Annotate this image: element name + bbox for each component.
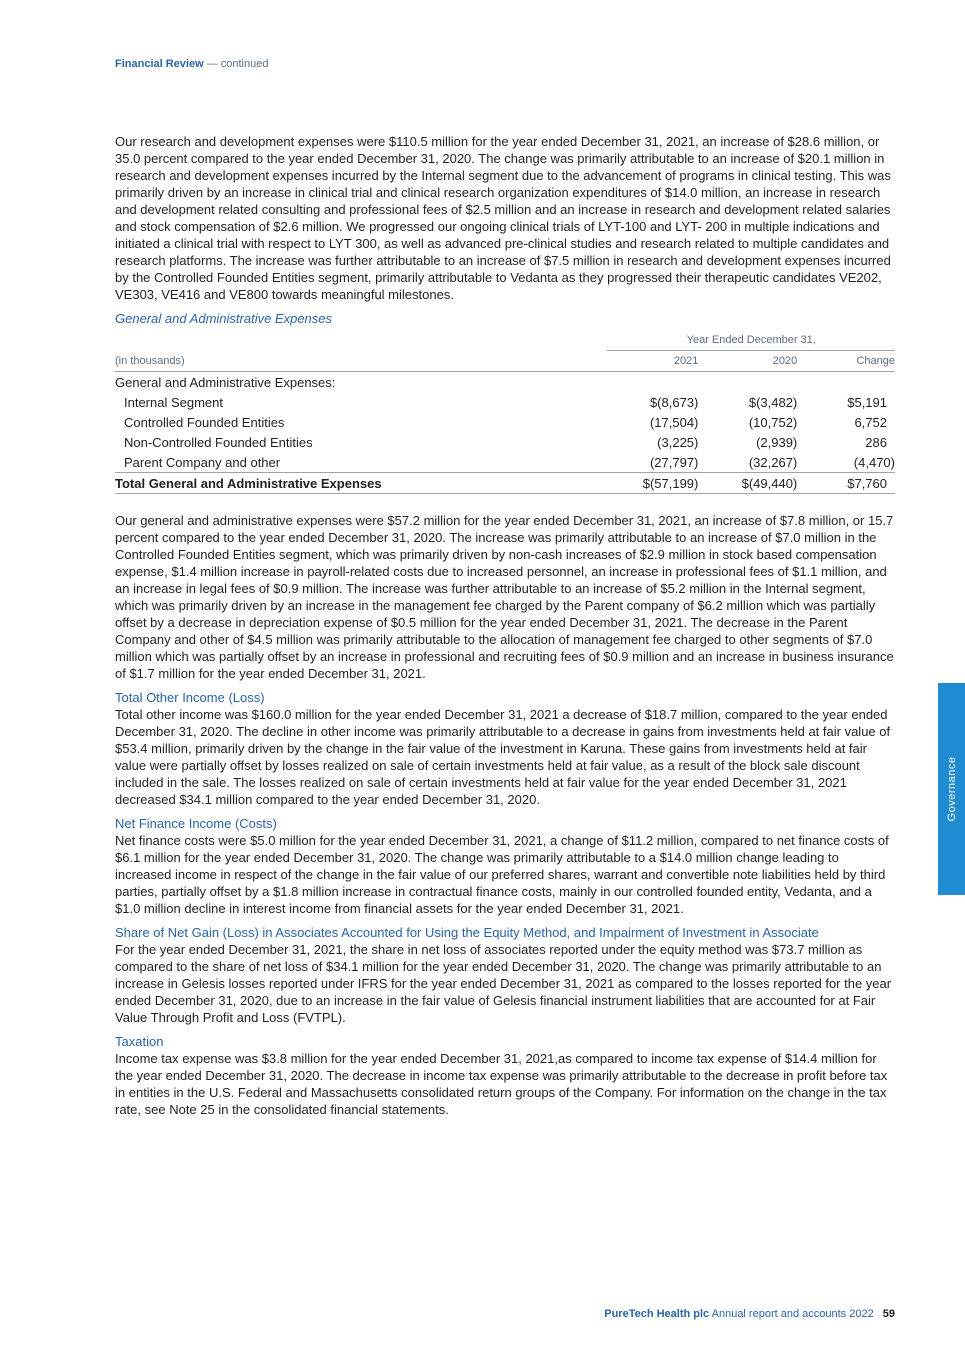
governance-side-tab[interactable] bbox=[938, 683, 965, 895]
total-value-2020: $(49,440) bbox=[706, 473, 805, 494]
footer-title: Annual report and accounts 2022 bbox=[711, 1308, 874, 1320]
row-value-2020: (32,267) bbox=[748, 454, 798, 470]
other-income-heading: Total Other Income (Loss) bbox=[115, 690, 265, 705]
footer-brand: PureTech Health plc bbox=[604, 1308, 710, 1320]
page-number: 59 bbox=[882, 1308, 895, 1320]
year-ended-label: Year Ended December 31, bbox=[607, 330, 895, 351]
section-title: Financial Review bbox=[115, 58, 204, 70]
total-label: Total General and Administrative Expenses bbox=[115, 473, 607, 494]
row-value-2020: (10,752) bbox=[748, 414, 798, 430]
row-label: Controlled Founded Entities bbox=[124, 414, 285, 430]
row-value-change: $5,191 bbox=[847, 394, 887, 410]
main-content bbox=[115, 133, 895, 1125]
net-finance-paragraph: Net finance costs were $5.0 million for the year ended December 31, 2021, a change of $11.2 million, compared to net finance costs of $6.1 million for the year ended December 31, 2020. The change was primarily attributable to a $14.0 million change leading to increased income in respect of the change in the fair value of our preferred shares, warrant and convertible note liabilities held by third parties, partially offset by a $1.8 million increase in contractual finance costs, mainly in our controlled founded entity, Vedanta, and a $1.0 million decline in interest income from financial assets for the year ended December 31, 2021. bbox=[115, 833, 889, 916]
ga-table-heading: General and Administrative Expenses bbox=[115, 311, 333, 326]
ga-expenses-table bbox=[115, 330, 895, 494]
table-total-row bbox=[115, 473, 895, 494]
rd-paragraph: Our research and development expenses were $110.5 million for the year ended December 31, 2021, an increase of $28.6 million, or 35.0 percent compared to the year ended December 31, 2020. The change was primarily attributable to an increase of $20.1 million in research and development expenses incurred by the Internal segment due to the advancement of programs in clinical testing. This was primarily driven by an increase in clinical trial and clinical research organization expenditures of $14.0 million, an increase in research and development related consulting and professional fees of $2.5 million and an increase in research and development related salaries and stock compensation of $2.6 million. We progressed our ongoing clinical trials of LYT-100 and LYT- 200 in multiple indications and initiated a clinical trial with respect to LYT 300, as well as advanced pre-clinical studies and research related to multiple candidates and research platforms. The increase was further attributable to an increase of $7.5 million in research and development expenses incurred by the Controlled Founded Entities segment, primarily attributable to Vedanta as they progressed their therapeutic candidates VE202, VE303, VE416 and VE800 towards meaningful milestones. bbox=[115, 134, 891, 302]
page-footer bbox=[604, 1308, 895, 1320]
row-value-change: (4,470) bbox=[853, 454, 895, 470]
col-header-change: Change bbox=[805, 351, 895, 372]
row-label: Non-Controlled Founded Entities bbox=[124, 434, 313, 450]
total-value-2021: $(57,199) bbox=[607, 473, 706, 494]
row-label: Internal Segment bbox=[124, 394, 224, 410]
row-value-2021: (3,225) bbox=[657, 434, 699, 450]
taxation-heading: Taxation bbox=[115, 1034, 164, 1049]
row-value-2021: (17,504) bbox=[649, 414, 699, 430]
row-label: Parent Company and other bbox=[124, 454, 281, 470]
net-finance-heading: Net Finance Income (Costs) bbox=[115, 816, 277, 831]
running-header bbox=[115, 58, 268, 70]
table-section-row bbox=[115, 372, 895, 393]
row-value-2020: (2,939) bbox=[756, 434, 798, 450]
other-income-paragraph: Total other income was $160.0 million for the year ended December 31, 2021 a decrease of $18.7 million, compared to the year ended December 31, 2020. The decline in other income was primarily attributable to a decrease in gains from investments held at fair value of $53.4 million, primarily driven by the change in the fair value of the investment in Karuna. These gains from investments held at fair value were partially offset by losses realized on sale of certain investments held at fair value, as a result of the block sale discount included in the sale. The losses realized on sale of certain investments held at fair value for the year ended December 31, 2021 decreased $34.1 million compared to the year ended December 31, 2020. bbox=[115, 707, 891, 807]
table-section-label: General and Administrative Expenses: bbox=[115, 374, 336, 390]
table-year-header-row bbox=[115, 330, 895, 351]
associates-paragraph: For the year ended December 31, 2021, the share in net loss of associates reported under the equity method was $73.7 million as compared to the share of net loss of $34.1 million for the year ended December 31, 2020. The change was primarily attributable to an increase in Gelesis losses reported under IFRS for the year ended December 31, 2021 as compared to the losses reported for the year ended December 31, 2020, due to an increase in the fair value of Gelesis financial instrument liabilities that are accounted for at Fair Value Through Profit and Loss (FVTPL). bbox=[115, 942, 892, 1025]
row-value-2021: $(8,673) bbox=[649, 394, 699, 410]
section-suffix: — continued bbox=[203, 58, 269, 70]
unit-label: (in thousands) bbox=[115, 351, 607, 372]
side-tab-label: Governance bbox=[945, 756, 958, 822]
ga-paragraph: Our general and administrative expenses were $57.2 million for the year ended December 31, 2021, an increase of $7.8 million, or 15.7 percent compared to the year ended December 31, 2020. The increase was primarily attributable to an increase of $7.0 million in the Controlled Founded Entities segment, which was primarily driven by non-cash increases of $2.9 million in stock based compensation expense, $1.4 million increase in payroll-related costs due to increased personnel, an increase in professional fees of $1.1 million, and an increase in legal fees of $0.9 million. The increase was further attributable to an increase of $5.2 million in the Internal segment, which was primarily driven by an increase in the management fee charged by the Parent company of $6.2 million which was partially offset by a decrease in depreciation expense of $0.5 million for the year ended December 31, 2021. The decrease in the Parent Company and other of $4.5 million was primarily attributable to the allocation of management fee charged to other segments of $7.0 million which was partially offset by an increase in professional and recruiting fees of $0.9 million and an increase in business insurance of $1.7 million for the year ended December 31, 2021. bbox=[115, 513, 894, 681]
row-value-2021: (27,797) bbox=[649, 454, 699, 470]
table-row bbox=[115, 452, 895, 473]
table-row bbox=[115, 432, 895, 452]
row-value-change: 6,752 bbox=[854, 414, 887, 430]
row-value-change: 286 bbox=[865, 434, 887, 450]
col-header-2020: 2020 bbox=[706, 351, 805, 372]
col-header-2021: 2021 bbox=[607, 351, 706, 372]
total-value-change: $7,760 bbox=[805, 473, 895, 494]
table-row bbox=[115, 412, 895, 432]
table-header-row bbox=[115, 351, 895, 372]
row-value-2020: $(3,482) bbox=[748, 394, 798, 410]
table-row bbox=[115, 392, 895, 412]
associates-heading: Share of Net Gain (Loss) in Associates Accounted for Using the Equity Method, and Impairment of Investment in Associate bbox=[115, 925, 819, 940]
taxation-paragraph: Income tax expense was $3.8 million for the year ended December 31, 2021,as compared to income tax expense of $14.4 million for the year ended December 31, 2020. The decrease in income tax expense was primarily attributable to the decrease in profit before tax in entities in the U.S. Federal and Massachusetts consolidated return groups of the Company. For information on the change in the tax rate, see Note 25 in the consolidated financial statements. bbox=[115, 1051, 888, 1117]
